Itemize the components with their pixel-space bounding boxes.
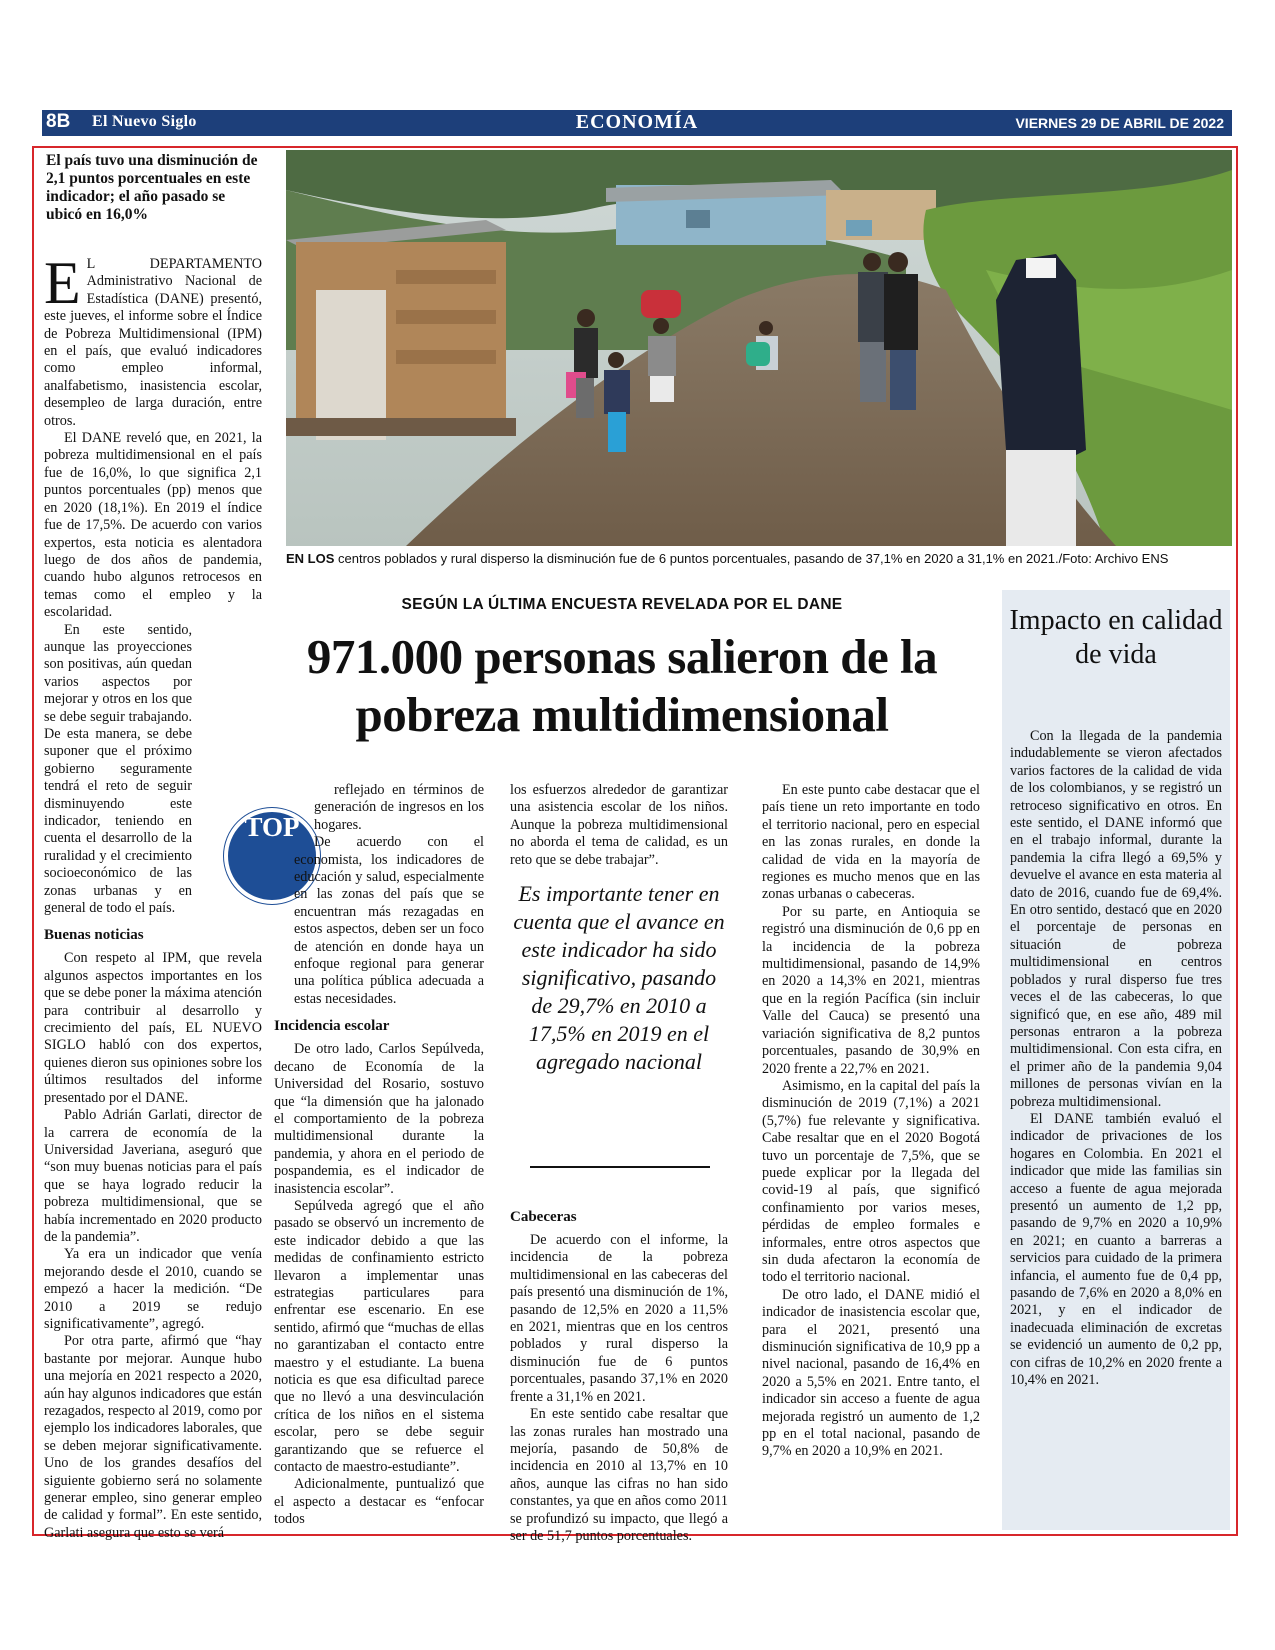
paragraph: El DANE reveló que, en 2021, la pobreza multidimensional en el país fue de 16,0%, lo que significa 2,1 puntos porcentuales (pp) menos que en 2020 (18,1%). En 2019 el índice fue de 17,5%. De acuerdo con varios expertos, esta noticia es alentadora luego de dos años de pandemia, cuando hubo algunos retrocesos en temas como el empleo y la escolaridad. [44,430,262,621]
article-column-4 [762,782,980,1461]
drop-cap: E [44,250,81,316]
caption-text: centros poblados y rural disperso la disminución fue de 6 puntos porcentuales, pasando de 37,1% en 2020 a 31,1% en 2021./Foto: Archivo ENS [338,551,1169,566]
paragraph: Ya era un indicador que venía mejorando desde el 2010, cuando se empezó a hacer la medición. “De 2010 a 2019 se redujo significativamente”, agregó. [44,1246,262,1332]
sidebar-body [1010,728,1222,1389]
article-photo [286,150,1232,546]
paragraph: L DEPARTAMENTO Administrativo Nacional de Estadística (DANE) presentó, este jueves, el informe sobre el Índice de Pobreza Multidimensional (IPM) en el país, que evaluó indicadores como empleo informal, analfabetismo, inasistencia escolar, desempleo de larga duración, entre otros. [44,256,262,429]
pull-quote: Es importante tener en cuenta que el avance en este indicador ha sido significativo, pasando de 29,7% en 2010 a 17,5% en 2019 en el agregado nacional [513,881,725,1074]
paragraph: De acuerdo con el informe, la incidencia de la pobreza multidimensional en las cabeceras del país presentó una disminución de 1%, pasando de 12,5% en 2020 a 11,5% en 2021, mientras que en los centros poblados y rural disperso la disminución fue de 6 puntos porcentuales, pasando 37,1% en 2020 frente a 31,1% en 2021. [510,1232,728,1405]
paragraph: En este punto cabe destacar que el país tiene un reto importante en todo el territorio nacional, pero en especial en las zonas rurales, en donde la calidad de vida en la mayoría de regiones es mucho menos que en las zonas urbanas o cabeceras. [762,782,980,903]
article-column-2 [274,782,484,1529]
paragraph: Con respeto al IPM, que revela algunos aspectos importantes en los que se debe poner la máxima atención para contribuir al desarrollo y crecimiento del país, EL NUEVO SIGLO habló con dos expertos, quienes dieron sus opiniones sobre los últimos resultados del informe presentado por el DANE. [44,950,262,1106]
page-header [42,110,1232,136]
paragraph: De otro lado, el DANE midió el indicador de inasistencia escolar que, para el 2021, presentó una disminución significativa de 10,9 pp a nivel nacional, pasando de 16,4% en 2020 a 5,5% en 2021. Entre tanto, el indicador sin acceso a fuente de agua mejorada registró un aumento de 1,2 pp en el total nacional, pasando de 9,7% en 2020 a 10,9% en 2021. [762,1286,980,1460]
paragraph: Por su parte, en Antioquia se registró una disminución de 0,6 pp en la incidencia de la pobreza multidimensional, pasando de 14,9% en 2020 a 14,3% en 2021, mientras que en la región Pacífica (sin incluir Valle del Cauca) se presentó una variación significativa de 8,2 puntos porcentuales, pasando de 30,9% en 2020 frente a 22,7% en 2021. [762,903,980,1077]
lead-summary: El país tuvo una disminución de 2,1 puntos porcentuales en este indicador; el año pasado se ubicó en 16,0% [46,152,258,223]
paragraph: Adicionalmente, puntualizó que el aspecto a destacar es “enfocar todos [274,1476,484,1528]
subheading: Buenas noticias [44,927,144,944]
section-title: ECONOMÍA [575,111,699,133]
caption-lead: EN LOS [286,551,335,566]
headline: 971.000 personas salieron de la pobreza multidimensional [306,629,938,742]
issue-date: VIERNES 29 DE ABRIL DE 2022 [1015,115,1224,131]
paragraph: los esfuerzos alrededor de garantizar una asistencia escolar de los niños. Aunque la pobreza multidimensional no aborda el tema de calidad, es un reto que se debe trabajar”. [510,782,728,868]
subheading: Incidencia escolar [274,1018,390,1035]
paragraph: En este sentido, aunque las proyecciones son positivas, aún quedan varios aspectos por mejorar y otros en los que se debe seguir trabajando. De esta manera, se debe suponer que el próximo gobierno seguramente tendrá el reto de seguir disminuyendo este indicador, teniendo en cuenta el desarrollo de la ruralidad y el crecimiento socioeconómico de las zonas urbanas y en general de todo el país. [44,621,192,917]
paragraph: En este sentido cabe resaltar que las zonas rurales han mostrado una mejoría, pasando de 50,8% de incidencia en 2010 al 13,7% en 10 años, aunque las cifras no han sido constantes, ya que en años como 2011 se profundizó su impacto, que llegó a ser de 51,7 puntos porcentuales. [510,1406,728,1544]
paragraph: reflejado en términos de generación de ingresos en los hogares. [314,782,484,833]
page-number: 8B [46,111,71,132]
rural-street-photo [286,150,1232,546]
kicker: SEGÚN LA ÚLTIMA ENCUESTA REVELADA POR EL DANE [401,596,843,613]
article-column-1 [44,250,262,1542]
top-badge: TOP [224,808,320,904]
photo-caption [286,551,1232,566]
paragraph: Sepúlveda agregó que el año pasado se observó un incremento de este indicador debido a que las medidas de confinamiento estricto llevaron a implementar unas estrategias particulares para enfrentar ese escenario. En ese sentido, afirmó que “muchas de ellas no garantizaban el contacto entre maestro y el estudiante. La buena noticia es que esa dificultad parece que no llevó a una desvinculación crítica de los niños en el sistema escolar, pero se debe seguir garantizando que se refuerce el contacto de maestro-estudiante”. [274,1197,484,1476]
paragraph: Por otra parte, afirmó que “hay bastante por mejorar. Aunque hubo una mejoría en 2021 respecto a 2020, aún hay algunos indicadores que están rezagados, respecto al 2019, como por ejemplo los indicadores laborales, que se deben mejorar significativamente. Uno de los grandes desafíos del siguiente gobierno será no solamente generar empleo, sino generar empleo de calidad y formal”. En este sentido, Garlati asegura que esto se verá [44,1333,262,1541]
paragraph: Con la llegada de la pandemia indudablemente se vieron afectados varios factores de la calidad de vida de los colombianos, y se registró un retroceso significativo en otros. En este sentido, el DANE informó que en el trabajo informal, durante la pandemia la cifra llegó a 69,5% y devuelve el avance en esta materia al dato de 2016, cuando fue de 69,4%. En otro sentido, destacó que en 2020 el porcentaje de personas en situación de pobreza multidimensional en centros poblados y rural disperso fue tres veces el de las cabeceras, lo que significó que, en ese año, 489 mil personas entraron a la pobreza multidimensional. Con esta cifra, en el primer año de la pandemia 9,04 millones de personas vivían en la pobreza multidimensional. [1010,728,1222,1110]
newspaper-logo: El Nuevo Siglo [92,113,197,130]
sidebar-title: Impacto en calidad de vida [1009,605,1223,670]
paragraph: El DANE también evaluó el indicador de privaciones de los hogares en Colombia. En 2021 el indicador que mide las familias sin acceso a fuente de agua mejorada presentó un aumento de 1,2 pp, pasando de 9,7% en 2020 a 10,9% en 2021; en cuanto a barreras a servicios para cuidado de la primera infancia, el aumento fue de 0,4 pp, pasando de 7,6% en 2020 a 8,0% en 2021, y en el indicador de inadecuada eliminación de excretas se evidenció un aumento de 0,2 pp, con cifras de 10,2% en 2020 frente a 10,4% en 2021. [1010,1110,1222,1389]
subheading: Cabeceras [510,1209,577,1226]
quote-divider [530,1166,710,1168]
paragraph: Pablo Adrián Garlati, director de la carrera de economía de la Universidad Javeriana, aseguró que “son muy buenas noticias para el país que se haya logrado reducir la pobreza multidimensional, que se había incrementado en 2020 producto de la pandemia”. [44,1107,262,1245]
paragraph: De acuerdo con el economista, los indicadores de educación y salud, especialmente en las zonas del país que se encuentran más rezagadas en estos aspectos, deben ser un foco de atención en donde haya un enfoque regional para generar una política pública adecuada a estas necesidades. [294,834,484,1007]
paragraph: De otro lado, Carlos Sepúlveda, decano de Economía de la Universidad del Rosario, sostuvo que “la dimensión que ha jalonado el comportamiento de la pobreza multidimensional durante la pandemia, y ahora en el periodo de pospandemia, es el indicador de inasistencia escolar”. [274,1041,484,1197]
paragraph: Asimismo, en la capital del país la disminución de 2019 (7,1%) a 2021 (5,7%) fue relevante y significativa. Cabe resaltar que en el 2020 Bogotá tuvo un porcentaje de 7,5%, que se puede explicar por la llegada del covid-19 al país, que significó confinamiento por varios meses, pérdidas de empleo formales e informales, entre otros aspectos que sin duda afectaron la economía de todo el territorio nacional. [762,1077,980,1286]
